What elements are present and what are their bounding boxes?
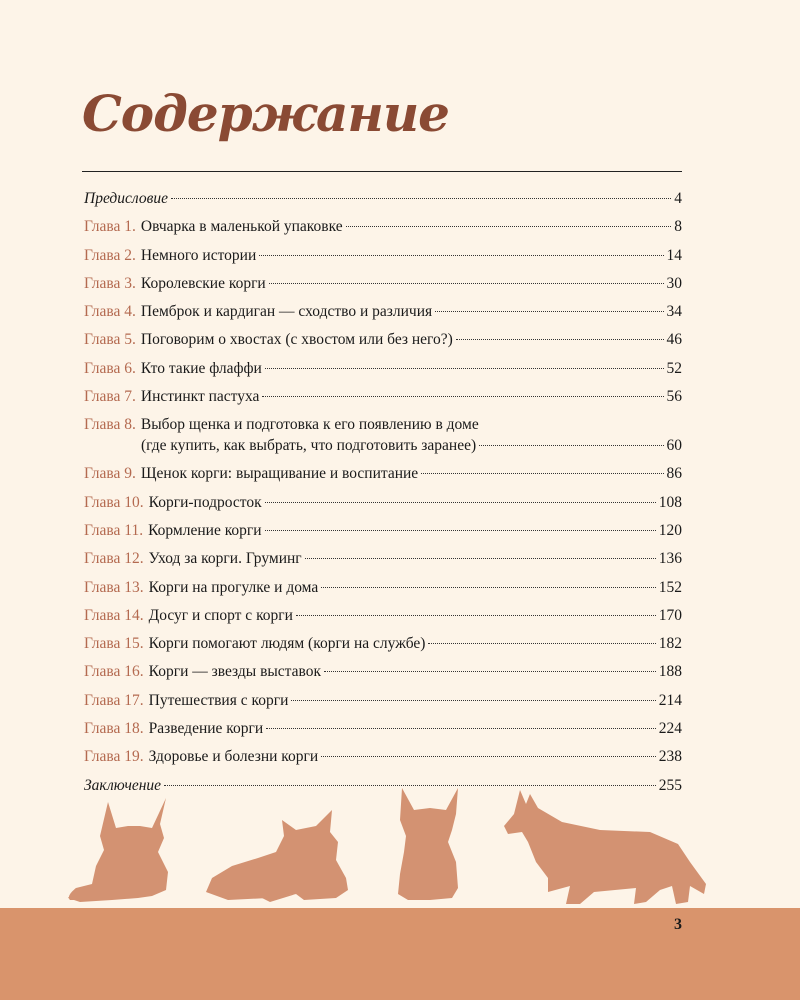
sitting-corgi-icon	[68, 798, 168, 902]
chapter-number: Глава 7.	[84, 388, 136, 406]
dot-leader	[324, 671, 656, 672]
corgi-illustrations	[0, 780, 800, 910]
page-ref: 8	[674, 218, 682, 236]
chapter-title: Здоровье и болезни корги	[148, 748, 319, 766]
dot-leader	[296, 615, 656, 616]
toc-entry[interactable]	[84, 326, 682, 354]
dot-leader	[265, 502, 656, 503]
title-divider	[82, 171, 682, 172]
page-ref: 120	[658, 521, 682, 539]
page-ref: 170	[658, 606, 682, 624]
dot-leader	[265, 530, 656, 531]
chapter-title: Щенок корги: выращивание и воспитание	[140, 465, 419, 483]
dot-leader	[321, 756, 656, 757]
page-number: 3	[674, 916, 682, 933]
lying-corgi-icon	[206, 810, 348, 902]
page-title: Содержание	[82, 84, 449, 143]
toc-entry[interactable]	[84, 630, 682, 658]
dot-leader	[321, 587, 656, 588]
dot-leader	[305, 558, 656, 559]
toc-entry[interactable]	[84, 185, 682, 213]
page-ref: 14	[666, 246, 682, 264]
toc-entry[interactable]	[84, 715, 682, 743]
chapter-number: Глава 11.	[84, 521, 144, 539]
page-ref: 238	[658, 748, 682, 766]
chapter-title: Досуг и спорт с корги	[148, 606, 293, 624]
page-ref: 255	[658, 776, 682, 794]
chapter-title: Инстинкт пастуха	[140, 388, 260, 406]
dot-leader	[171, 198, 671, 199]
toc-entry[interactable]	[84, 687, 682, 715]
chapter-number: Глава 18.	[84, 720, 144, 738]
page-ref: 60	[666, 437, 682, 455]
chapter-number: Глава 9.	[84, 465, 136, 483]
table-of-contents	[84, 185, 682, 800]
chapter-number: Глава 13.	[84, 578, 144, 596]
page-ref: 46	[666, 331, 682, 349]
chapter-title: Путешествия с корги	[148, 691, 289, 709]
chapter-number: Глава 14.	[84, 606, 144, 624]
page-ref: 30	[666, 274, 682, 292]
chapter-title: Корги — звезды выставок	[148, 663, 322, 681]
chapter-number: Глава 3.	[84, 274, 136, 292]
chapter-title: Корги помогают людям (корги на службе)	[148, 635, 426, 653]
toc-entry[interactable]	[84, 743, 682, 771]
page-ref: 4	[674, 190, 682, 207]
page-ref: 56	[666, 388, 682, 406]
toc-entry[interactable]	[84, 355, 682, 383]
chapter-number: Глава 16.	[84, 663, 144, 681]
standing-cardigan-corgi-icon	[504, 790, 706, 904]
dot-leader	[346, 226, 672, 227]
chapter-title: Кормление корги	[148, 521, 262, 539]
toc-entry[interactable]	[84, 658, 682, 686]
chapter-title: Пемброк и кардиган — сходство и различия	[140, 303, 433, 321]
toc-entry[interactable]	[84, 270, 682, 298]
dot-leader	[291, 700, 655, 701]
dot-leader	[269, 283, 664, 284]
dot-leader	[266, 728, 656, 729]
toc-entry[interactable]	[84, 242, 682, 270]
chapter-title: Уход за корги. Груминг	[148, 550, 302, 568]
toc-entry[interactable]	[84, 213, 682, 241]
page-ref: 188	[658, 663, 682, 681]
dot-leader	[262, 396, 663, 397]
page-ref: 224	[658, 720, 682, 738]
chapter-title: Предисловие	[84, 190, 168, 207]
page-ref: 152	[658, 578, 682, 596]
chapter-title: Заключение	[84, 776, 162, 794]
chapter-title: Немного истории	[140, 246, 257, 264]
chapter-title: Разведение корги	[148, 720, 264, 738]
dot-leader	[479, 445, 663, 446]
toc-entry[interactable]	[84, 517, 682, 545]
page-ref: 34	[666, 303, 682, 321]
toc-entry[interactable]	[84, 411, 682, 460]
chapter-title: Поговорим о хвостах (с хвостом или без него?)	[140, 331, 453, 349]
chapter-title: Выбор щенка и подготовка к его появлению в доме	[140, 416, 479, 434]
chapter-number: Глава 10.	[84, 493, 144, 511]
page-ref: 86	[666, 465, 682, 483]
toc-entry[interactable]	[84, 298, 682, 326]
toc-entry[interactable]	[84, 574, 682, 602]
chapter-number: Глава 12.	[84, 550, 144, 568]
sitting-corgi-bandana-icon	[398, 788, 458, 900]
chapter-title: Кто такие флаффи	[140, 359, 262, 377]
toc-entry[interactable]	[84, 545, 682, 573]
dot-leader	[421, 473, 663, 474]
chapter-number: Глава 6.	[84, 359, 136, 377]
page-ref: 108	[658, 493, 682, 511]
toc-entry[interactable]	[84, 489, 682, 517]
chapter-number: Глава 19.	[84, 748, 144, 766]
dot-leader	[428, 643, 655, 644]
page-ref: 52	[666, 359, 682, 377]
dot-leader	[265, 368, 664, 369]
page-ref: 136	[658, 550, 682, 568]
page-ref: 182	[658, 635, 682, 653]
chapter-number: Глава 1.	[84, 218, 136, 236]
chapter-title: Корги на прогулке и дома	[148, 578, 319, 596]
chapter-title: Корги-подросток	[148, 493, 262, 511]
dot-leader	[456, 339, 664, 340]
toc-entry[interactable]	[84, 460, 682, 488]
chapter-number: Глава 15.	[84, 635, 144, 653]
chapter-subtitle: (где купить, как выбрать, что подготовить заранее)	[141, 437, 477, 455]
chapter-number: Глава 8.	[84, 416, 136, 434]
chapter-number: Глава 17.	[84, 691, 144, 709]
chapter-number: Глава 4.	[84, 303, 136, 321]
chapter-number: Глава 2.	[84, 246, 136, 264]
chapter-title: Овчарка в маленькой упаковке	[140, 218, 343, 236]
dot-leader	[259, 255, 663, 256]
toc-entry[interactable]	[84, 383, 682, 411]
page-ref: 214	[658, 691, 682, 709]
dot-leader	[435, 311, 663, 312]
chapter-number: Глава 5.	[84, 331, 136, 349]
toc-entry[interactable]	[84, 602, 682, 630]
chapter-title: Королевские корги	[140, 274, 266, 292]
